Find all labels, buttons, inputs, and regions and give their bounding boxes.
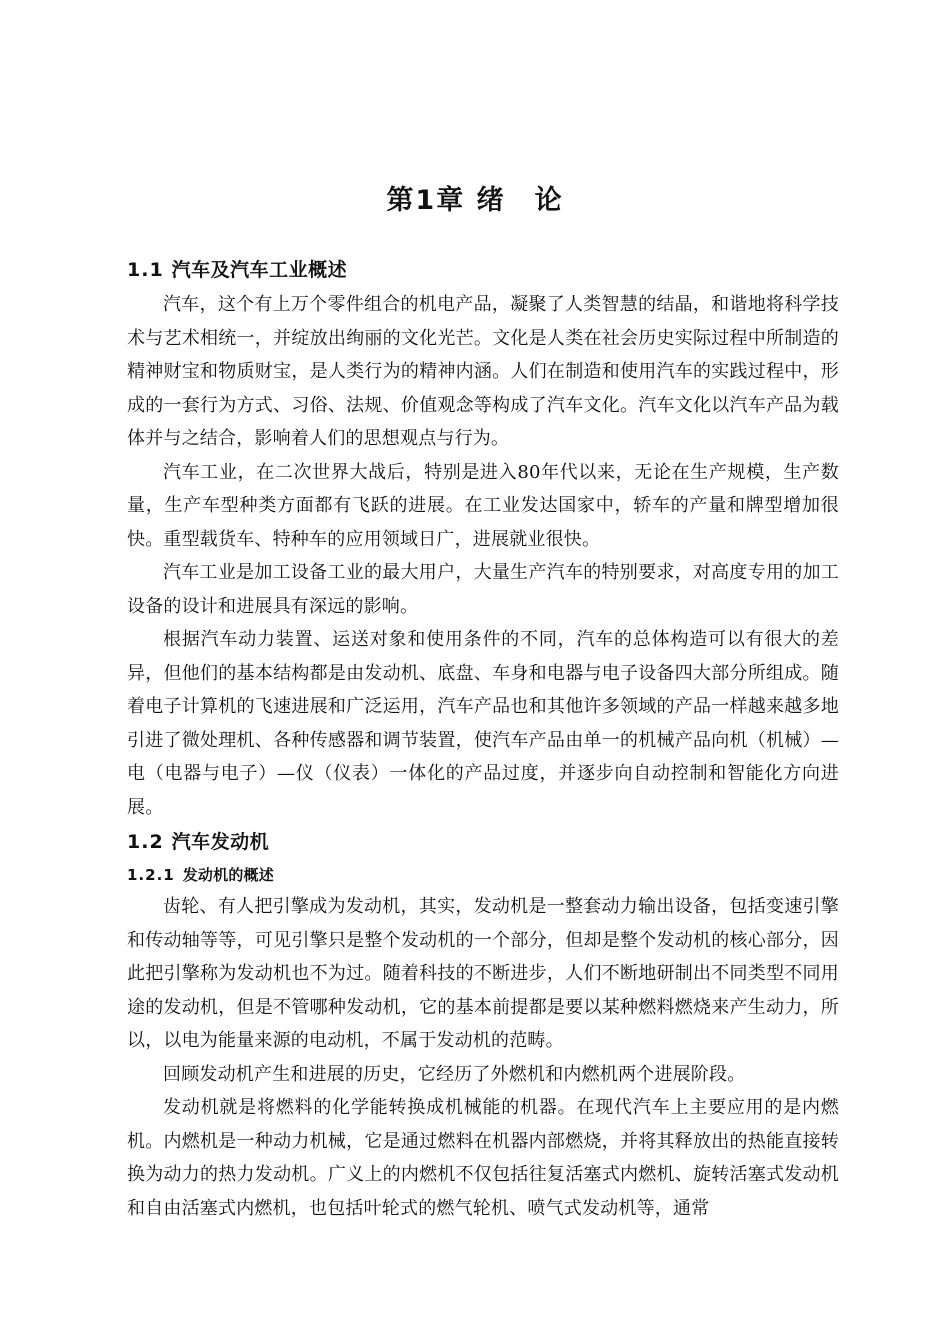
subsection-title: 发动机的概述 bbox=[182, 866, 274, 884]
section-heading-1-1 bbox=[127, 252, 839, 288]
paragraph: 汽车工业，在二次世界大战后，特别是进入80年代以来，无论在生产规模，生产数量，生产车型种类方面都有飞跃的进展。在工业发达国家中，轿车的产量和牌型增加很快。重型载货车、特种车的应用领域日广，进展就业很快。 bbox=[127, 461, 839, 550]
subsection-number: 1.2.1 bbox=[127, 866, 175, 884]
section-number: 1.1 bbox=[127, 259, 164, 281]
section-title: 汽车发动机 bbox=[171, 831, 270, 853]
paragraph: 齿轮、有人把引擎成为发动机，其实，发动机是一整套动力输出设备，包括变速引擎和传动轴等等，可见引擎只是整个发动机的一个部分，但却是整个发动机的核心部分，因此把引擎称为发动机也不为过。随着科技的不断进步，人们不断地研制出不同类型不同用途的发动机，但是不管哪种发动机，它的基本前提都是要以某种燃料燃烧来产生动力，所以，以电为能量来源的电动机，不属于发动机的范畴。 bbox=[127, 896, 839, 1051]
paragraph: 汽车工业是加工设备工业的最大用户，大量生产汽车的特别要求，对高度专用的加工设备的设计和进展具有深远的影响。 bbox=[127, 562, 839, 617]
body-content bbox=[127, 252, 839, 1225]
subsection-heading-1-2-1 bbox=[127, 860, 839, 890]
paragraph: 回顾发动机产生和进展的历史，它经历了外燃机和内燃机两个进展阶段。 bbox=[163, 1063, 746, 1085]
paragraph: 根据汽车动力装置、运送对象和使用条件的不同，汽车的总体构造可以有很大的差异，但他们的基本结构都是由发动机、底盘、车身和电器与电子设备四大部分所组成。随着电子计算机的飞速进展和广泛运用，汽车产品也和其他许多领域的产品一样越来越多地引进了微处理机、各种传感器和调节装置，使汽车产品由单一的机械产品向机（机械）—电（电器与电子）—仪（仪表）一体化的产品过度，并逐步向自动控制和智能化方向进展。 bbox=[127, 629, 839, 818]
section-title: 汽车及汽车工业概述 bbox=[171, 259, 348, 281]
section-heading-1-2 bbox=[127, 824, 839, 860]
paragraph: 汽车，这个有上万个零件组合的机电产品，凝聚了人类智慧的结晶，和谐地将科学技术与艺术相统一，并绽放出绚丽的文化光芒。文化是人类在社会历史实际过程中所制造的精神财宝和物质财宝，是人类行为的精神内涵。人们在制造和使用汽车的实践过程中，形成的一套行为方式、习俗、法规、价值观念等构成了汽车文化。汽车文化以汽车产品为载体并与之结合，影响着人们的思想观点与行为。 bbox=[127, 294, 839, 449]
chapter-title: 第1章 绪 论 bbox=[386, 185, 564, 216]
paragraph: 发动机就是将燃料的化学能转换成机械能的机器。在现代汽车上主要应用的是内燃机。内燃机是一种动力机械，它是通过燃料在机器内部燃烧，并将其释放出的热能直接转换为动力的热力发动机。广义上的内燃机不仅包括往复活塞式内燃机、旋转活塞式发动机和自由活塞式内燃机，也包括叶轮式的燃气轮机、喷气式发动机等，通常 bbox=[127, 1097, 839, 1219]
section-number: 1.2 bbox=[127, 831, 164, 853]
